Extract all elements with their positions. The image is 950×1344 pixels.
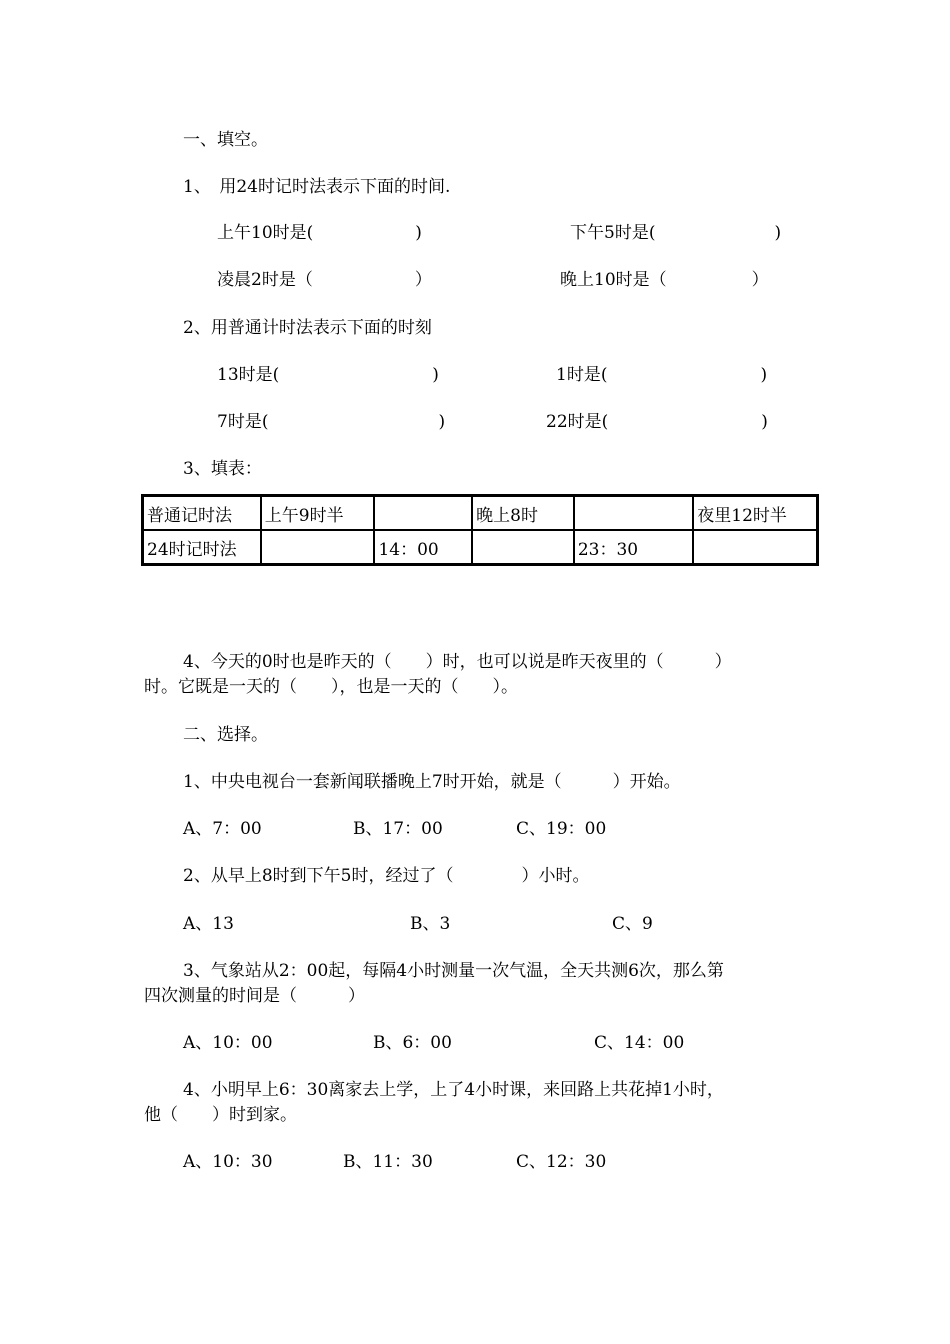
table-cell: 14：00 xyxy=(374,530,472,564)
choice-question-3-line: 3、气象站从2：00起，每隔4小时测量一次气温，全天共测6次，那么第 xyxy=(183,961,724,981)
table-cell xyxy=(261,530,375,564)
choice-option: C、9 xyxy=(612,914,653,934)
time-conversion-table xyxy=(141,494,819,566)
question-2-item: 7时是( ) xyxy=(217,412,446,432)
choice-option: A、10：30 xyxy=(183,1152,273,1172)
table-cell xyxy=(693,530,817,564)
question-1-item: 下午5时是( ) xyxy=(570,223,782,243)
table-cell: 23：30 xyxy=(574,530,693,564)
table-cell: 夜里12时半 xyxy=(693,496,817,530)
table-cell xyxy=(374,496,472,530)
choice-option: C、12：30 xyxy=(516,1152,607,1172)
question-1-item: 凌晨2时是（ ） xyxy=(217,270,432,290)
choice-question-3-line: 四次测量的时间是（ ） xyxy=(144,986,365,1006)
choice-question-4-line: 他（ ）时到家。 xyxy=(144,1105,297,1125)
table-cell: 普通记时法 xyxy=(143,496,261,530)
choice-option: B、17：00 xyxy=(353,819,443,839)
table-cell xyxy=(574,496,693,530)
choice-question-4-line: 4、小明早上6：30离家去上学，上了4小时课，来回路上共花掉1小时， xyxy=(183,1080,724,1100)
question-3-title: 3、填表： xyxy=(183,459,262,479)
question-2-title: 2、用普通计时法表示下面的时刻 xyxy=(183,318,432,338)
question-1-title: 1、 用24时记时法表示下面的时间. xyxy=(183,177,451,197)
section-heading-multiple-choice: 二、选择。 xyxy=(183,725,268,745)
choice-option: C、19：00 xyxy=(516,819,607,839)
table-cell: 上午9时半 xyxy=(261,496,375,530)
choice-option: B、6：00 xyxy=(373,1033,452,1053)
table-cell: 晚上8时 xyxy=(472,496,574,530)
table-row xyxy=(143,530,817,564)
question-2-item: 13时是( ) xyxy=(217,365,439,385)
choice-option: C、14：00 xyxy=(594,1033,685,1053)
question-2-item: 22时是( ) xyxy=(546,412,768,432)
question-1-item: 上午10时是( ) xyxy=(217,223,422,243)
question-2-item: 1时是( ) xyxy=(556,365,768,385)
choice-option: A、7：00 xyxy=(183,819,262,839)
table-cell xyxy=(472,530,574,564)
choice-question-1-title: 1、中央电视台一套新闻联播晚上7时开始，就是（ ）开始。 xyxy=(183,772,681,792)
question-4-line: 4、今天的0时也是昨天的（ ）时，也可以说是昨天夜里的（ ） xyxy=(183,652,732,672)
choice-option: B、11：30 xyxy=(343,1152,433,1172)
choice-option: B、3 xyxy=(410,914,451,934)
choice-option: A、10：00 xyxy=(183,1033,273,1053)
table-row xyxy=(143,496,817,530)
table-cell: 24时记时法 xyxy=(143,530,261,564)
choice-question-2-title: 2、从早上8时到下午5时，经过了（ ）小时。 xyxy=(183,866,590,886)
question-4-line: 时。它既是一天的（ ），也是一天的（ ）。 xyxy=(144,677,518,697)
choice-option: A、13 xyxy=(183,914,234,934)
section-heading-fill-blank: 一、填空。 xyxy=(183,130,268,150)
question-1-item: 晚上10时是（ ） xyxy=(560,270,769,290)
